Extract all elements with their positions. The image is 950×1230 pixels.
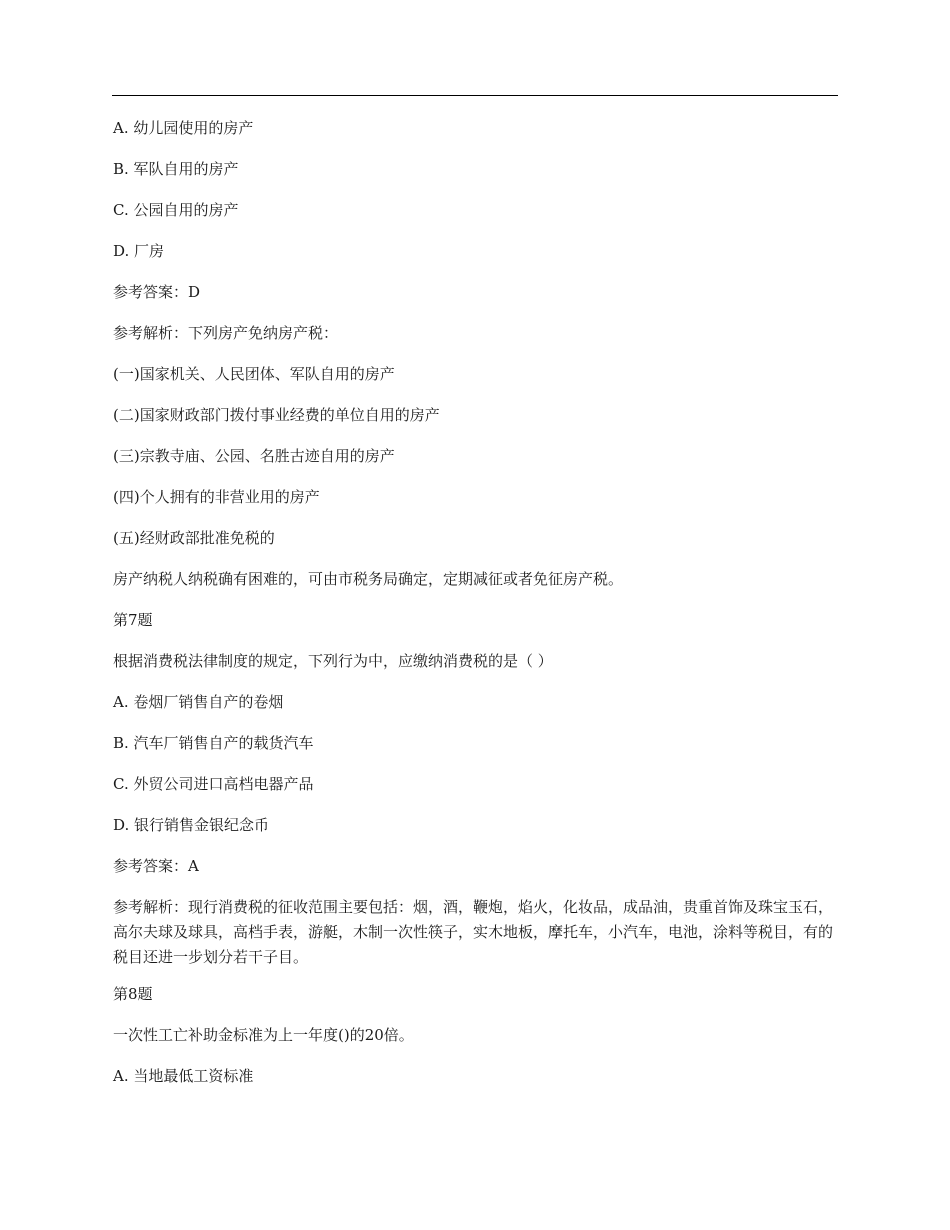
- q8-option-a: A. 当地最低工资标准: [113, 1067, 254, 1085]
- analysis-note: 房产纳税人纳税确有困难的，可由市税务局确定，定期减征或者免征房产税。: [113, 570, 624, 588]
- question-7-number: 第7题: [113, 611, 153, 629]
- q7-analysis: 参考解析：现行消费税的征收范围主要包括：烟，酒，鞭炮，焰火，化妆品，成品油，贵重首饰及珠宝玉石，高尔夫球及球具，高档手表，游艇，木制一次性筷子，实木地板，摩托车，小汽车，电池，涂料等税目，有的税目还进一步划分若干子目。: [113, 898, 834, 966]
- option-b: B. 军队自用的房产: [113, 160, 239, 178]
- q7-option-c: C. 外贸公司进口高档电器产品: [113, 775, 314, 793]
- question-8-number: 第8题: [113, 985, 153, 1003]
- option-c: C. 公园自用的房产: [113, 201, 239, 219]
- q7-option-a: A. 卷烟厂销售自产的卷烟: [113, 693, 284, 711]
- q7-option-d: D. 银行销售金银纪念币: [113, 816, 270, 834]
- header-rule: [112, 95, 838, 96]
- question-7-stem: 根据消费税法律制度的规定，下列行为中，应缴纳消费税的是（ ）: [113, 652, 553, 670]
- analysis-item-4: (四)个人拥有的非营业用的房产: [113, 488, 320, 506]
- q7-answer: 参考答案：A: [113, 857, 199, 875]
- answer: 参考答案：D: [113, 283, 201, 301]
- question-8-stem: 一次性工亡补助金标准为上一年度()的20倍。: [113, 1026, 414, 1044]
- analysis-heading: 参考解析：下列房产免纳房产税：: [113, 324, 339, 342]
- analysis-item-3: (三)宗教寺庙、公园、名胜古迹自用的房产: [113, 447, 395, 465]
- analysis-item-2: (二)国家财政部门拨付事业经费的单位自用的房产: [113, 406, 440, 424]
- option-d: D. 厂房: [113, 242, 165, 260]
- analysis-item-1: (一)国家机关、人民团体、军队自用的房产: [113, 365, 395, 383]
- option-a: A. 幼儿园使用的房产: [113, 119, 254, 137]
- q7-option-b: B. 汽车厂销售自产的载货汽车: [113, 734, 314, 752]
- analysis-item-5: (五)经财政部批准免税的: [113, 529, 275, 547]
